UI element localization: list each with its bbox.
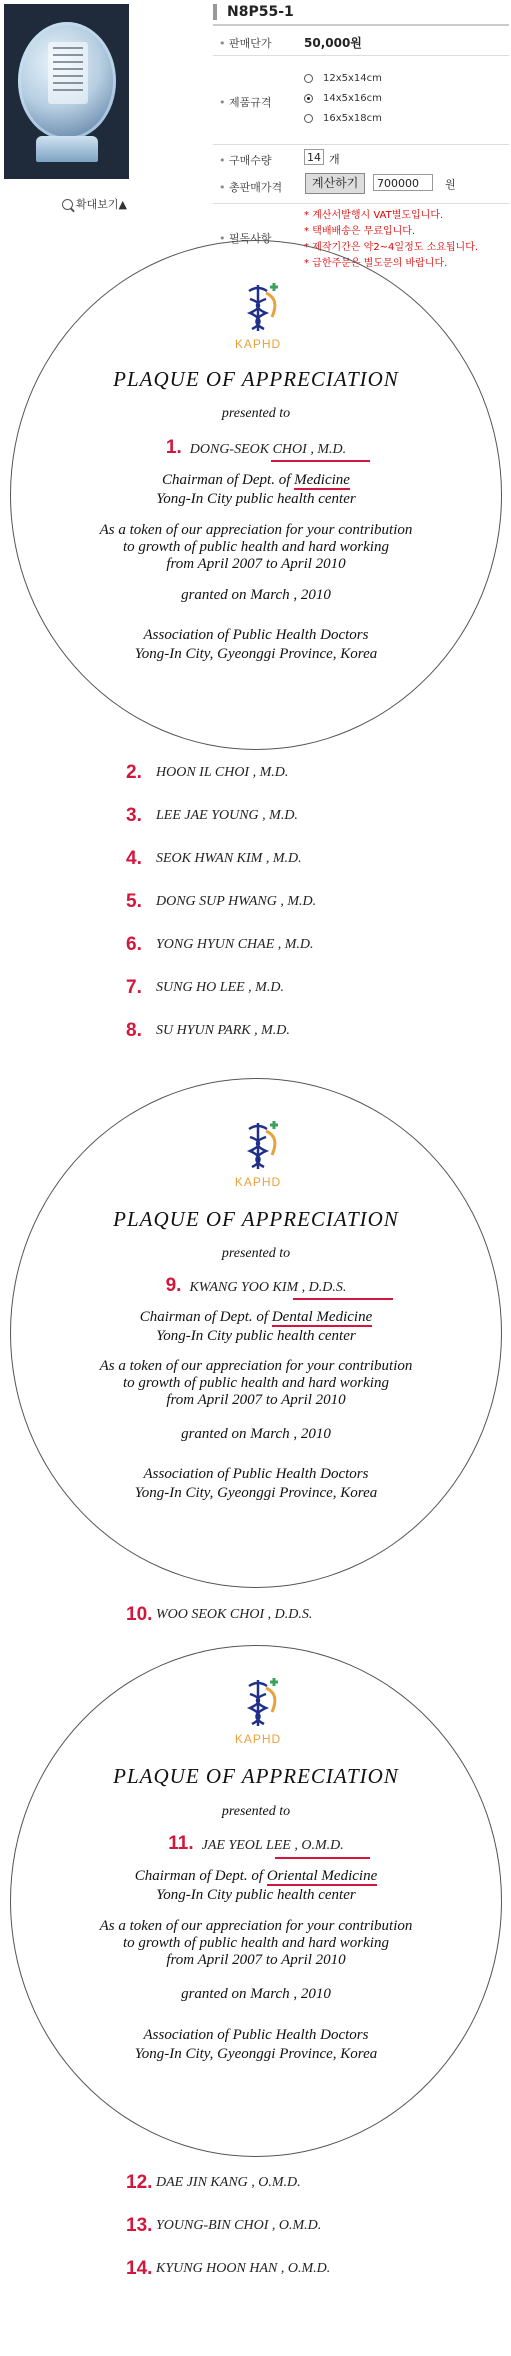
org-line: Yong-In City public health center [156, 1887, 356, 1903]
currency-unit: 원 [445, 178, 456, 191]
list-item: 6. YONG HYUN CHAE , M.D. [126, 934, 314, 955]
place-line: Yong-In City, Gyeonggi Province, Korea [134, 1485, 378, 1501]
price-value: 50,000원 [304, 36, 362, 50]
org-line: Yong-In City public health center [156, 1328, 356, 1344]
org-line: Yong-In City public health center [156, 491, 356, 507]
assoc-line: Association of Public Health Doctors [143, 1466, 369, 1482]
magnifier-icon [62, 199, 73, 210]
plaque-dental-medicine [10, 1078, 502, 1588]
plaque-oriental-medicine [10, 1645, 502, 2157]
list-item: 13. YOUNG-BIN CHOI , O.M.D. [126, 2215, 322, 2236]
zoom-label: 확대보기▲ [76, 198, 127, 211]
calculate-button[interactable]: 계산하기 [305, 173, 365, 194]
list-item: 7. SUNG HO LEE , M.D. [126, 977, 284, 998]
list-item: 14. KYUNG HOON HAN , O.M.D. [126, 2258, 331, 2279]
kaphd-logo [232, 281, 284, 351]
list-item: 10. WOO SEOK CHOI , D.D.S. [126, 1604, 313, 1625]
radio-icon[interactable] [304, 74, 313, 83]
name-underline [271, 460, 370, 462]
qty-unit: 개 [329, 153, 340, 166]
spec-label: • 제품규격 [219, 94, 272, 110]
presented-to: presented to [221, 1246, 291, 1261]
recipient-number: 9. [165, 1275, 182, 1296]
plaque-title: PLAQUE OF APPRECIATION [113, 1764, 399, 1788]
token-line: to growth of public health and hard working [123, 1935, 389, 1951]
size-option[interactable]: 14x5x16cm [304, 88, 382, 108]
spec-row [213, 56, 509, 145]
note-line: * 급한주문은 별도문의 바랍니다. [304, 258, 448, 269]
presented-to: presented to [221, 1804, 291, 1819]
size-options [304, 68, 382, 128]
list-item: 2. HOON IL CHOI , M.D. [126, 762, 289, 783]
chairman-line: Chairman of Dept. of Dental Medicine [139, 1309, 373, 1325]
kaphd-logo [232, 1676, 284, 1746]
size-option[interactable]: 16x5x18cm [304, 108, 382, 128]
zoom-link[interactable] [62, 196, 127, 212]
token-line: from April 2007 to April 2010 [166, 1392, 346, 1408]
radio-icon[interactable] [304, 114, 313, 123]
plaque-medicine [10, 240, 502, 750]
price-label: • 판매단가 [219, 35, 272, 51]
note-line: * 택배배송은 무료입니다. [304, 226, 416, 237]
qty-label: • 구매수량 [219, 152, 272, 168]
token-line: As a token of our appreciation for your contribution [99, 522, 413, 538]
recipient-number: 11. [168, 1833, 194, 1854]
token-line: As a token of our appreciation for your contribution [99, 1358, 413, 1374]
list-item: 3. LEE JAE YOUNG , M.D. [126, 805, 298, 826]
assoc-line: Association of Public Health Doctors [143, 2027, 369, 2043]
crystal-stand [36, 136, 98, 162]
size-option[interactable]: 12x5x14cm [304, 68, 382, 88]
product-photo [4, 4, 129, 179]
list-item: 12. DAE JIN KANG , O.M.D. [126, 2172, 301, 2193]
token-line: As a token of our appreciation for your contribution [99, 1918, 413, 1934]
place-line: Yong-In City, Gyeonggi Province, Korea [134, 2046, 378, 2062]
name-underline [275, 1857, 370, 1859]
granted-line: granted on March , 2010 [181, 587, 331, 603]
code-bar [213, 4, 217, 20]
list-item: 8. SU HYUN PARK , M.D. [126, 1020, 290, 1041]
granted-line: granted on March , 2010 [181, 1426, 331, 1442]
notes-label: • 필독사항 [219, 230, 272, 246]
recipient-name: 9. KWANG YOO KIM , D.D.S. [165, 1275, 347, 1296]
total-row [213, 171, 509, 204]
product-code: N8P55-1 [227, 4, 294, 20]
crystal-plaque-image [18, 22, 116, 140]
recipient-number: 1. [165, 437, 182, 458]
plaque-title: PLAQUE OF APPRECIATION [113, 1207, 399, 1231]
plaque-title: PLAQUE OF APPRECIATION [113, 367, 399, 391]
radio-checked-icon[interactable] [304, 94, 313, 103]
recipient-name: 11. JAE YEOL LEE , O.M.D. [168, 1833, 344, 1854]
token-line: from April 2007 to April 2010 [166, 1952, 346, 1968]
product-code-row [213, 0, 509, 26]
place-line: Yong-In City, Gyeonggi Province, Korea [134, 646, 378, 662]
kaphd-logo [232, 1119, 284, 1189]
total-field[interactable]: 700000 [373, 174, 433, 191]
logo-text: KAPHD [234, 1732, 282, 1746]
presented-to: presented to [221, 406, 291, 421]
price-row [213, 26, 509, 56]
chairman-line: Chairman of Dept. of Oriental Medicine [134, 1868, 378, 1884]
token-line: to growth of public health and hard working [123, 539, 389, 555]
logo-text: KAPHD [234, 1175, 282, 1189]
qty-row [213, 145, 509, 171]
chairman-line: Chairman of Dept. of Medicine [162, 472, 350, 488]
note-line: * 제작기간은 약2~4일정도 소요됩니다. [304, 242, 479, 253]
note-line: * 계산서발행시 VAT별도입니다. [304, 210, 444, 221]
qty-input[interactable]: 14 [304, 149, 324, 165]
name-underline [293, 1298, 393, 1300]
logo-text: KAPHD [234, 337, 282, 351]
list-item: 5. DONG SUP HWANG , M.D. [126, 891, 317, 912]
assoc-line: Association of Public Health Doctors [143, 627, 369, 643]
recipient-name: 1. DONG-SEOK CHOI , M.D. [165, 437, 347, 458]
list-item: 4. SEOK HWAN KIM , M.D. [126, 848, 302, 869]
token-line: from April 2007 to April 2010 [166, 556, 346, 572]
total-label: • 총판매가격 [219, 179, 282, 195]
token-line: to growth of public health and hard working [123, 1375, 389, 1391]
granted-line: granted on March , 2010 [181, 1986, 331, 2002]
